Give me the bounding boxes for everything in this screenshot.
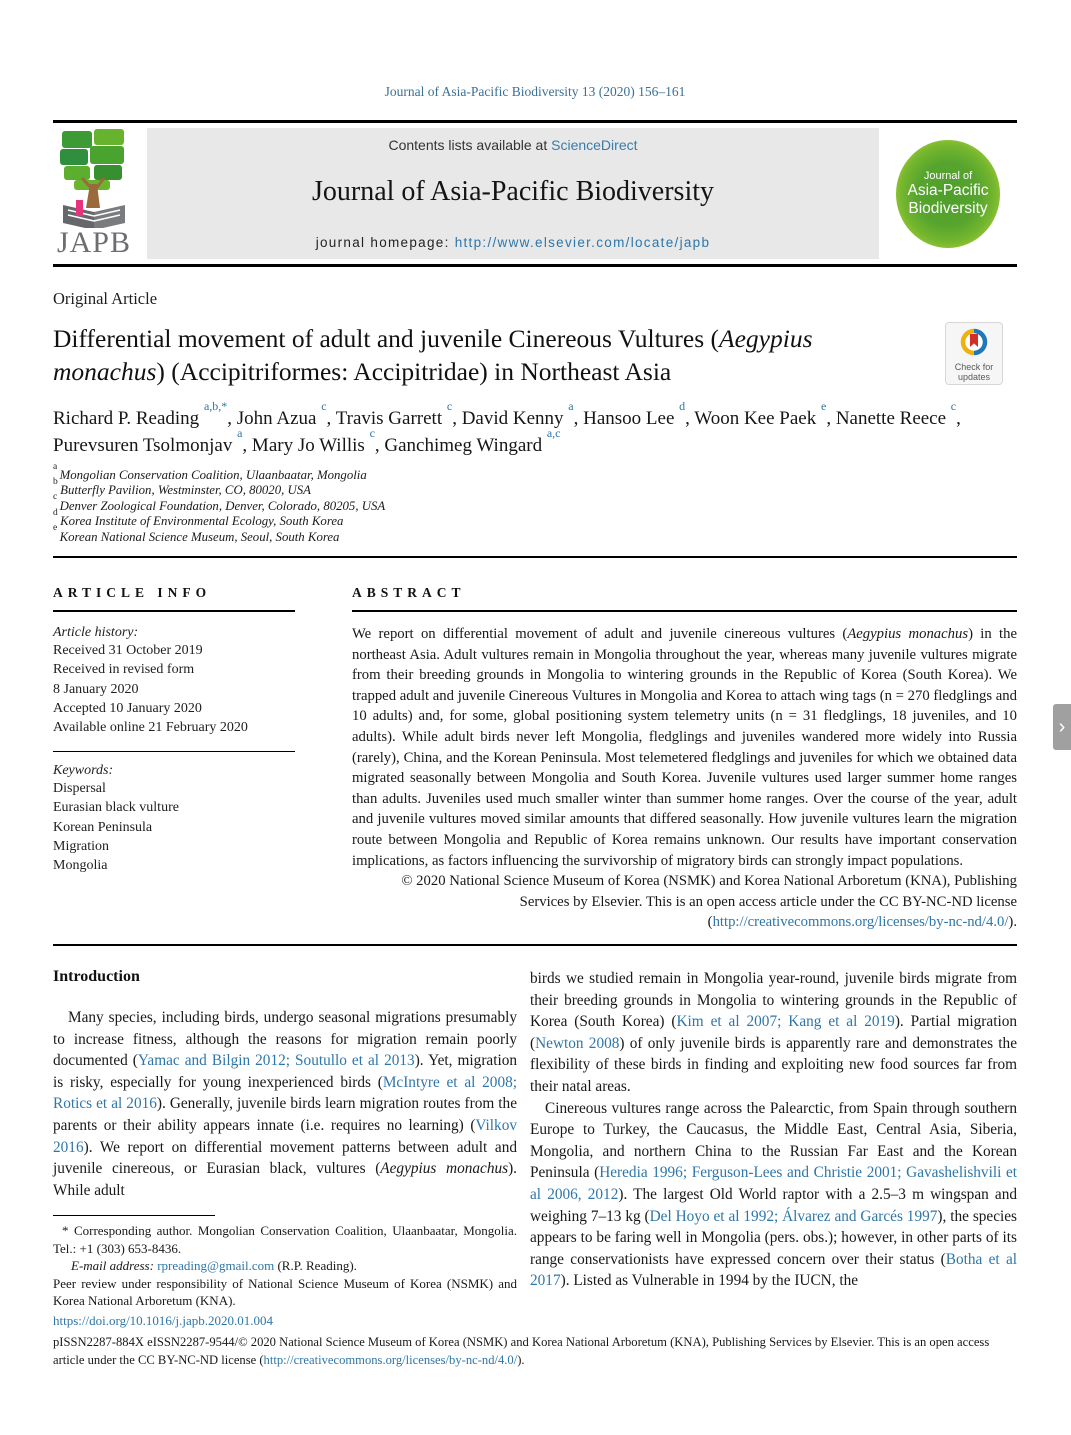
inline-link[interactable]: a,b,*: [203, 399, 228, 414]
text-segment: Butterfly Pavilion, Westminster, CO, 80020, USA: [60, 483, 311, 498]
text-segment: , Travis Garrett: [326, 408, 447, 429]
introduction-heading: Introduction: [53, 968, 140, 985]
text-segment: ).: [517, 1352, 525, 1367]
text-segment: , Purevsuren Tsolmonjav: [53, 408, 961, 456]
text-segment: Cinereous vultures range across the Palearctic, from Spain through southern Europe to Turkey, the Caucasus, the Middle East, Central Asia, Siberia, Mongolia, and northern China to the Russian Far East and the Korean Peninsula (: [530, 1099, 1017, 1182]
text-segment: Aegypius monachus: [380, 1160, 509, 1178]
text-segment: * Corresponding author. Mongolian Conservation Coalition, Ulaanbaatar, Mongolia. Tel.: +1 (303) 653-8436.: [53, 1223, 517, 1256]
abstract-column: [352, 585, 1017, 933]
text-segment: ). Partial migration (: [530, 1013, 1017, 1052]
text-segment: , Nanette Reece: [826, 408, 951, 429]
inline-link[interactable]: McIntyre et al 2008; Rotics et al 2016: [53, 1073, 517, 1113]
text-segment: Denver Zoological Foundation, Denver, Colorado, 80205, USA: [59, 498, 386, 513]
text-segment: ).: [1008, 914, 1017, 931]
keywords-list: [53, 779, 295, 875]
journal-title: Journal of Asia-Pacific Biodiversity: [311, 176, 715, 207]
text-segment: d: [53, 507, 61, 518]
japb-logo-text: JAPB: [56, 226, 132, 259]
text-segment: ) of only juvenile birds is apparently rare and demonstrates the flexibility of these birds in finding and exploiting new food sources far from their natal areas.: [530, 1034, 1017, 1095]
intro-paragraph-1-cont: [530, 968, 1017, 1098]
keyword: Korean Peninsula: [53, 819, 153, 835]
text-segment: c: [53, 492, 60, 503]
text-segment: ), the species appears to be faring well in Mongolia (pers. obs.); however, in other parts of its range conservationists have expressed concern over their status (: [530, 1207, 1017, 1268]
text-segment: , Woon Kee Paek: [685, 408, 821, 429]
text-segment: ). We report on differential movement patterns between adult and juvenile cinereous, or Eurasian black, vultures (: [53, 1138, 517, 1178]
article-history-label: Article history:: [53, 625, 139, 641]
affiliation-line: [53, 523, 1017, 545]
text-segment: e: [53, 523, 60, 534]
intro-paragraph-1: [53, 1007, 517, 1201]
inline-link[interactable]: http://creativecommons.org/licenses/by-nc-nd/4.0/: [712, 914, 1009, 931]
text-segment: , David Kenny: [452, 408, 569, 429]
homepage-line: [147, 235, 879, 250]
divider-top: [53, 120, 1017, 123]
inline-link[interactable]: Newton 2008: [535, 1034, 620, 1052]
sciencedirect-link[interactable]: ScienceDirect: [551, 137, 638, 153]
abstract-heading-rule: [352, 610, 1017, 612]
article-info-heading: ARTICLE INFO: [53, 585, 212, 601]
inline-link[interactable]: a: [237, 426, 243, 441]
divider-abstract-bottom: [53, 944, 1017, 946]
inline-link[interactable]: rpreading@gmail.com: [157, 1258, 275, 1274]
body-column-left: [53, 968, 517, 1310]
text-segment: ). Generally, juvenile birds learn migration routes from the parents or their ability appears innate (i.e. requires no learning) (: [53, 1095, 517, 1134]
text-segment: Korean National Science Museum, Seoul, South Korea: [59, 529, 340, 544]
inline-link[interactable]: a: [568, 399, 574, 414]
inline-link[interactable]: d: [679, 399, 686, 414]
text-segment: Many species, including birds, undergo seasonal migrations presumably to increase fitness, although the reasons for migration remain poorly documented (: [53, 1009, 517, 1070]
text-segment: E-mail address:: [71, 1258, 158, 1274]
homepage-prefix: journal homepage:: [315, 235, 455, 250]
abstract-heading: ABSTRACT: [352, 585, 466, 601]
article-type-label: Original Article: [53, 289, 158, 308]
journal-cover-logo-wrap: [879, 128, 1017, 259]
doi-link[interactable]: https://doi.org/10.1016/j.japb.2020.01.004: [53, 1313, 274, 1328]
article-info-heading-rule: [53, 610, 295, 612]
text-segment: ). The largest Old World raptor with a 2.5–3 m wingspan and weighing 7–13 kg (: [530, 1185, 1017, 1225]
contents-line: [147, 137, 879, 153]
page-footer: [53, 1313, 1017, 1369]
text-segment: Aegypius monachus: [53, 324, 813, 386]
journal-banner: [53, 128, 1017, 259]
body-column-right: [530, 968, 1017, 1310]
text-segment: , Ganchimeg Wingard: [374, 435, 547, 456]
text-segment: ). Yet, migration is risky, especially for young inexperienced birds (: [53, 1052, 517, 1091]
keyword: Mongolia: [53, 858, 108, 874]
history-line: Received 31 October 2019: [53, 643, 203, 659]
inline-link[interactable]: Heredia 1996; Ferguson-Lees and Christie 2001; Gavashelishvili et al 2006, 2012: [530, 1164, 1017, 1203]
divider-banner-bottom: [53, 264, 1017, 267]
affiliation-line: [53, 476, 1017, 498]
journal-cover-logo: [896, 140, 1000, 248]
inline-link[interactable]: Del Hoyo et al 1992; Álvarez and Garcés 1997: [649, 1207, 938, 1225]
article-history-lines: [53, 641, 295, 737]
affiliation-line: [53, 507, 1017, 529]
banner-box: [147, 128, 879, 259]
article-info-column: [53, 585, 295, 933]
running-head-citation: Journal of Asia-Pacific Biodiversity 13 (2020) 156–161: [384, 84, 686, 99]
cover-logo-line1: Journal of: [923, 169, 973, 182]
history-line: Accepted 10 January 2020: [53, 700, 202, 716]
inline-link[interactable]: c: [321, 399, 327, 414]
check-badge-line2: updates: [957, 372, 991, 382]
footnote-block: [53, 1215, 517, 1310]
cover-logo-line3: Biodiversity: [908, 199, 988, 217]
text-segment: birds we studied remain in Mongolia year-round, juvenile birds migrate from their breeding grounds in Mongolia to wintering grounds in the Republic of Korea (South Korea) (: [530, 970, 1017, 1031]
text-segment: a: [53, 461, 60, 472]
history-line: Available online 21 February 2020: [53, 720, 248, 736]
inline-link[interactable]: Kim et al 2007; Kang et al 2019: [676, 1013, 895, 1031]
article-title: [53, 322, 891, 388]
text-segment: We report on differential movement of adult and juvenile cinereous vultures (: [352, 626, 848, 643]
body-columns: [53, 968, 1017, 1310]
check-badge-line1: Check for: [954, 362, 994, 372]
text-segment: Differential movement of adult and juvenile Cinereous Vultures (: [53, 324, 720, 353]
keyword: Dispersal: [53, 781, 106, 797]
history-line: Received in revised form: [53, 662, 195, 678]
footnote-rule: [53, 1215, 215, 1216]
japb-logo: [53, 128, 135, 259]
text-segment: , John Azua: [227, 408, 322, 429]
text-segment: , Hansoo Lee: [573, 408, 680, 429]
inline-link[interactable]: Vilkov 2016: [53, 1116, 517, 1156]
keyword: Eurasian black vulture: [53, 800, 179, 816]
abstract-text: [352, 624, 1017, 871]
homepage-link[interactable]: http://www.elsevier.com/locate/japb: [454, 235, 711, 250]
author-list: [53, 399, 1017, 459]
issn-copyright-line: [53, 1334, 1017, 1369]
crossmark-icon: [959, 327, 989, 357]
inline-link[interactable]: c: [446, 399, 453, 414]
affiliation-line: [53, 492, 1017, 514]
text-segment: Korea Institute of Environmental Ecology, South Korea: [60, 514, 344, 529]
text-segment: Mongolian Conservation Coalition, Ulaanbaatar, Mongolia: [59, 468, 367, 482]
text-segment: pISSN2287-884X eISSN2287-9544/© 2020 National Science Museum of Korea (NSMK) and Korea National Arboretum (KNA), Publishing Services by Elsevier. This is an open access article under the CC BY-NC-ND license (: [53, 1335, 990, 1367]
affiliation-line: [53, 461, 1017, 483]
text-segment: ). Listed as Vulnerable in 1994 by the IUCN, the: [560, 1272, 859, 1290]
text-segment: Aegypius monachus: [847, 626, 969, 643]
corresponding-author-note: [53, 1222, 517, 1257]
keyword: Migration: [53, 838, 109, 854]
chevron-right-icon: ›: [1058, 715, 1066, 738]
text-segment: , Mary Jo Willis: [242, 435, 370, 456]
intro-paragraph-2: [530, 1098, 1017, 1292]
text-segment: (R.P. Reading).: [274, 1258, 357, 1274]
inline-link[interactable]: Botha et al 2017: [530, 1250, 1017, 1290]
text-segment: Richard P. Reading: [53, 408, 204, 429]
affiliations: [53, 461, 1017, 545]
history-line: 8 January 2020: [53, 681, 139, 697]
abstract-copyright: [352, 871, 1017, 933]
text-segment: ) in the northeast Asia. Adult vultures remain in Mongolia throughout the year, whereas many juvenile vultures migrate from their breeding grounds in Mongolia to wintering grounds in the Republic of Korea (South Korea). We trapped adult and juvenile Cinereous Vultures in Mongolia and Korea to attach wing tags (n = 270 fledglings and 10 adults) and, for some, global positioning system telemetry units (n = 31 fledglings, 18 juveniles, and 10 adults). While adult birds never left Mongolia, fledglings and juveniles wandered more widely into Russia (rarely), China, and the Korean Peninsula. Most telemetered fledglings and juveniles for which we obtained data migrated seasonally between Mongolia and South Korea. Juvenile vultures used larger summer home ranges than adults. Juveniles used much smaller winter than summer home ranges. Over the course of the year, adult and juvenile vultures moved similar amounts that differed seasonally. How juvenile vultures learn the migration route between Mongolia and Republic of Korea remains unknown. Our results have important conservation implications, as factors influencing the survivorship of migratory birds can strongly impact populations.: [352, 626, 1018, 869]
inline-link[interactable]: http://creativecommons.org/licenses/by-nc-nd/4.0/: [263, 1352, 518, 1367]
inline-link[interactable]: a,c: [546, 426, 561, 441]
japb-tree-book-icon: [54, 128, 134, 228]
cover-logo-line2: Asia-Pacific: [907, 181, 989, 199]
text-segment: b: [53, 476, 61, 487]
contents-prefix: Contents lists available at: [388, 137, 552, 153]
text-segment: © 2020 National Science Museum of Korea (NSMK) and Korea National Arboretum (KNA), Publishing Services by Elsevier. This is an open access article under the CC BY-NC-ND license (: [401, 873, 1017, 931]
check-badge-label: [946, 362, 1002, 382]
text-segment: ). While adult: [53, 1160, 517, 1199]
peer-review-note: Peer review under responsibility of National Science Museum of Korea (NSMK) and Korea National Arboretum (KNA).: [53, 1275, 517, 1309]
article-info-divider: [53, 751, 295, 753]
inline-link[interactable]: Yamac and Bilgin 2012; Soutullo et al 2013: [137, 1052, 415, 1070]
keywords-label: Keywords:: [53, 763, 114, 779]
email-note: [53, 1257, 517, 1275]
inline-link[interactable]: c: [369, 426, 375, 441]
inline-link[interactable]: e: [820, 399, 827, 414]
next-page-tab[interactable]: [1053, 704, 1071, 750]
inline-link[interactable]: c: [950, 399, 957, 414]
text-segment: ) (Accipitriformes: Accipitridae) in Northeast Asia: [156, 357, 672, 386]
check-for-updates-badge[interactable]: [945, 322, 1003, 385]
